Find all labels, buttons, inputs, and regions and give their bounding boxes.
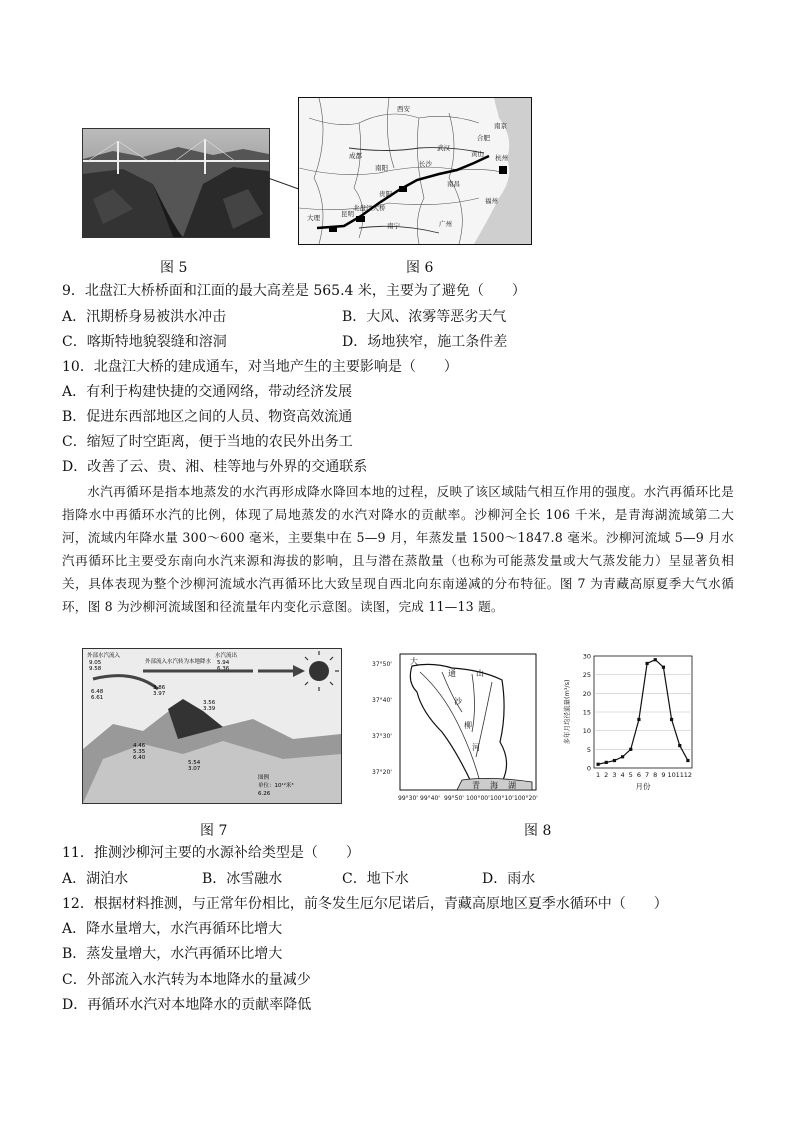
svg-text:北盘江大桥: 北盘江大桥	[353, 204, 386, 212]
svg-text:贵阳: 贵阳	[379, 190, 392, 198]
data-point	[613, 759, 616, 762]
svg-text:5.35: 5.35	[133, 749, 146, 755]
svg-text:6.48: 6.48	[91, 689, 104, 695]
basin-map-svg	[372, 652, 540, 804]
svg-text:杭州: 杭州	[495, 154, 508, 162]
svg-text:6.36: 6.36	[217, 666, 230, 672]
svg-text:黄山: 黄山	[471, 150, 484, 158]
svg-text:99°30': 99°30'	[398, 795, 418, 802]
data-point	[670, 718, 673, 721]
svg-text:成都: 成都	[349, 152, 362, 160]
figure-7-caption: 图 7	[200, 823, 228, 839]
data-point	[596, 763, 599, 766]
q12-option-d[interactable]: D．再循环水汽对本地降水的贡献率降低	[62, 997, 312, 1013]
x-axis-label: 月份	[635, 782, 651, 791]
q10-option-b[interactable]: B．促进东西部地区之间的人员、物资高效流通	[62, 409, 353, 425]
q11-option-d[interactable]: D．雨水	[482, 871, 536, 887]
data-point	[645, 662, 648, 665]
figure-6-map	[298, 97, 532, 245]
y-tick-label: 30	[582, 652, 591, 661]
data-point	[678, 744, 681, 747]
svg-text:3.39: 3.39	[203, 706, 216, 712]
svg-text:湖: 湖	[508, 781, 516, 790]
q12-option-c[interactable]: C．外部流入水汽转为本地降水的量减少	[62, 972, 311, 988]
svg-text:99°50': 99°50'	[444, 795, 464, 802]
data-point	[686, 759, 689, 762]
q11-option-a[interactable]: A．湖泊水	[62, 871, 129, 887]
svg-text:河: 河	[472, 743, 480, 752]
x-tick-label: 11	[675, 771, 684, 779]
svg-text:3.56: 3.56	[203, 700, 216, 706]
svg-text:南阳: 南阳	[375, 164, 388, 172]
svg-text:海: 海	[490, 781, 498, 790]
svg-text:9.58: 9.58	[89, 666, 102, 672]
q12-option-b[interactable]: B．蒸发量增大，水汽再循环比增大	[62, 946, 283, 962]
svg-text:100°10': 100°10'	[490, 795, 514, 802]
y-tick-label: 0	[586, 764, 591, 773]
x-tick-label: 1	[596, 771, 601, 779]
x-tick-label: 12	[683, 771, 693, 779]
svg-text:南京: 南京	[494, 122, 507, 130]
x-tick-label: 2	[604, 771, 609, 779]
y-axis-label: 多年月均径流量(m³/s)	[563, 679, 571, 745]
svg-text:6.40: 6.40	[133, 755, 146, 761]
svg-text:6.61: 6.61	[91, 695, 104, 701]
svg-text:5.94: 5.94	[217, 660, 230, 666]
data-point	[662, 666, 665, 669]
x-tick-label: 5	[628, 771, 633, 779]
q9-stem: 9．北盘江大桥桥面和江面的最大高差是 565.4 米，主要为了避免（ ）	[62, 283, 526, 299]
svg-text:外部流入水汽转为本地降水: 外部流入水汽转为本地降水	[145, 659, 212, 665]
svg-text:昆明: 昆明	[341, 210, 354, 218]
x-tick-label: 7	[645, 771, 650, 779]
y-tick-label: 15	[582, 708, 591, 717]
q11-option-c[interactable]: C．地下水	[342, 871, 409, 887]
svg-text:6.26: 6.26	[258, 791, 271, 797]
svg-text:大: 大	[410, 657, 418, 666]
q11-stem: 11．推测沙柳河主要的水源补给类型是（ ）	[62, 845, 360, 861]
runoff-line-chart	[560, 648, 700, 804]
x-tick-label: 6	[636, 771, 641, 779]
q12-stem: 12．根据材料推测，与正常年份相比，前冬发生厄尔尼诺后，青藏高原地区夏季水循环中（ ）	[62, 896, 668, 912]
y-tick-label: 25	[582, 671, 591, 680]
svg-text:西安: 西安	[397, 105, 410, 113]
q10-option-a[interactable]: A．有利于构建快捷的交通网络，带动经济发展	[62, 384, 353, 400]
svg-text:100°20': 100°20'	[514, 795, 538, 802]
svg-text:武汉: 武汉	[437, 144, 450, 152]
figure-6-caption: 图 6	[406, 260, 434, 276]
q9-option-a[interactable]: A．汛期桥身易被洪水冲击	[62, 309, 227, 325]
svg-text:沙: 沙	[454, 697, 462, 706]
bridge-photo-illustration	[83, 129, 269, 237]
x-tick-label: 8	[653, 771, 658, 779]
svg-text:图例: 图例	[258, 775, 270, 781]
q9-option-c[interactable]: C．喀斯特地貌裂缝和溶洞	[62, 334, 227, 350]
svg-text:南宁: 南宁	[387, 222, 400, 230]
svg-text:3.97: 3.97	[153, 691, 166, 697]
x-tick-label: 3	[612, 771, 617, 779]
data-point	[637, 718, 640, 721]
svg-text:大理: 大理	[307, 214, 320, 222]
fig7-inflow-label: 外部水汽流入	[87, 653, 121, 659]
x-tick-label: 10	[667, 771, 676, 779]
svg-text:99°40': 99°40'	[420, 795, 440, 802]
svg-text:山: 山	[476, 669, 484, 678]
data-point	[654, 658, 657, 661]
q9-option-b[interactable]: B．大风、浓雾等恶劣天气	[342, 309, 507, 325]
svg-text:青: 青	[472, 781, 480, 790]
svg-text:5.54: 5.54	[188, 760, 201, 766]
svg-text:37°20': 37°20'	[372, 769, 392, 776]
svg-text:100°00': 100°00'	[466, 795, 490, 802]
q10-option-c[interactable]: C．缩短了时空距离，便于当地的农民外出务工	[62, 434, 353, 450]
svg-text:单位：10¹²米³: 单位：10¹²米³	[258, 783, 294, 789]
svg-text:广州: 广州	[439, 220, 452, 228]
svg-text:3.86: 3.86	[153, 685, 166, 691]
q11-option-b[interactable]: B．冰雪融水	[202, 871, 283, 887]
svg-text:37°30': 37°30'	[372, 733, 392, 740]
svg-text:合肥: 合肥	[477, 134, 490, 142]
water-cycle-illustration	[83, 649, 341, 803]
svg-text:37°50': 37°50'	[372, 661, 392, 668]
svg-text:9.05: 9.05	[89, 660, 102, 666]
q12-option-a[interactable]: A．降水量增大，水汽再循环比增大	[62, 921, 283, 937]
figure-5-bridge-photo	[82, 128, 270, 238]
svg-text:通: 通	[448, 669, 456, 678]
figure-5-caption: 图 5	[160, 260, 188, 276]
svg-text:4.46: 4.46	[133, 743, 146, 749]
x-tick-label: 9	[661, 771, 666, 779]
reading-passage: 水汽再循环是指本地蒸发的水汽再形成降水降回本地的过程，反映了该区域陆气相互作用的强度。水汽再循环比是指降水中再循环水汽的比例，体现了局地蒸发的水汽对降水的贡献率。沙柳河全长 106 千米，是青海湖流域第二大河，流域内年降水量 300～600 毫米，主要集中在 5—9 月，年蒸发量 1500～1847.8 毫米。沙柳河流域 5—9 月水汽再循环比主要受东南向水汽来源和海拔的影响，且与潜在蒸散量（也称为可能蒸发量或大气蒸发能力）呈显著负相关，具体表现为整个沙柳河流域水汽再循环比大致呈现自西北向东南递减的分布特征。图 7 为青藏高原夏季大气水循环，图 8 为沙柳河流域图和径流量年内变化示意图。读图，完成 11—13 题。	[62, 484, 734, 614]
y-tick-label: 20	[582, 689, 591, 698]
q10-option-d[interactable]: D．改善了云、贵、湘、桂等地与外界的交通联系	[62, 459, 368, 475]
y-tick-label: 10	[582, 727, 591, 736]
svg-text:37°40': 37°40'	[372, 697, 392, 704]
svg-text:福州: 福州	[485, 197, 498, 205]
svg-text:长沙: 长沙	[419, 160, 432, 168]
figure-8-basin-map	[372, 652, 540, 804]
data-point	[621, 755, 624, 758]
svg-text:南昌: 南昌	[447, 180, 460, 188]
q10-stem: 10．北盘江大桥的建成通车，对当地产生的主要影响是（ ）	[62, 359, 458, 375]
svg-text:水汽流出: 水汽流出	[215, 653, 238, 659]
data-point	[605, 761, 608, 764]
q9-option-d[interactable]: D．场地狭窄，施工条件差	[342, 334, 508, 350]
x-tick-label: 4	[620, 771, 625, 779]
figure-7-water-cycle-diagram	[82, 648, 342, 804]
svg-text:柳: 柳	[464, 721, 472, 730]
railway-map	[299, 98, 531, 244]
figure-8-caption: 图 8	[524, 823, 552, 839]
svg-text:3.07: 3.07	[188, 766, 201, 772]
y-tick-label: 5	[586, 745, 591, 754]
data-point	[629, 748, 632, 751]
